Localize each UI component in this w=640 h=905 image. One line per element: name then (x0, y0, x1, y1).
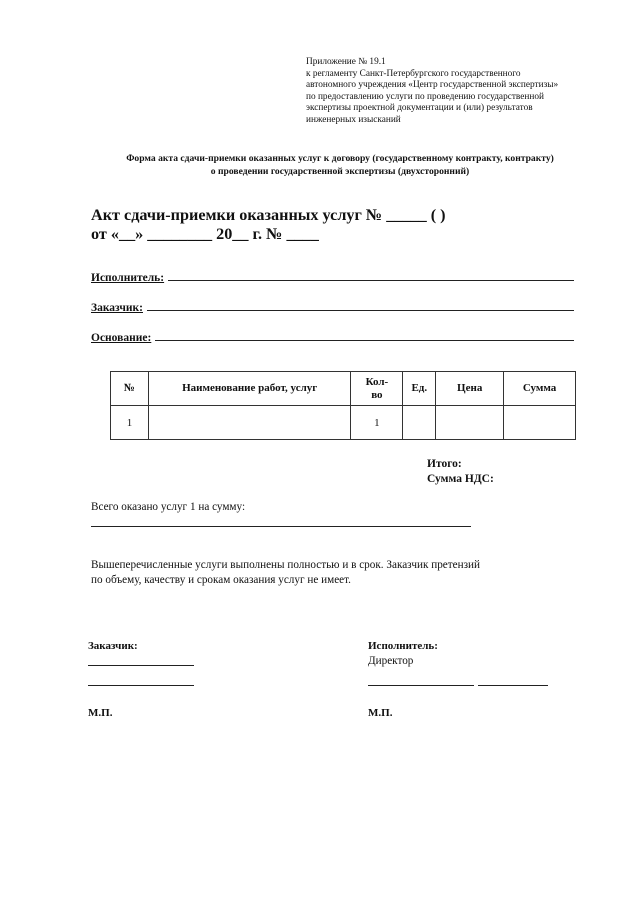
executor-position: Директор (368, 655, 414, 667)
customer-signature-line-2 (88, 685, 194, 686)
summary-text: Всего оказано услуг 1 на сумму: (91, 501, 246, 513)
header-qty-part1: Кол- (365, 375, 389, 388)
act-number-line: Акт сдачи-приемки оказанных услуг № _____ ( ) (91, 206, 446, 224)
executor-signature-line (368, 685, 474, 686)
form-title-line-2: о проведении государственной экспертизы (двухсторонний) (210, 165, 470, 177)
executor-stamp: М.П. (368, 707, 393, 719)
total-label: Итого: (427, 458, 462, 470)
appendix-line: экспертизы проектной документации и (или) результатов (306, 103, 533, 114)
totals-block (427, 457, 494, 487)
vat-label: Сумма НДС: (427, 473, 494, 485)
basis-label: Основание: (91, 332, 152, 344)
executor-field (91, 268, 574, 284)
customer-signature-label: Заказчик: (88, 640, 138, 652)
act-date-line: от «__» ________ 20__ г. № ____ (91, 225, 319, 243)
appendix-line: инженерных изысканий (306, 114, 401, 125)
customer-field (91, 298, 574, 314)
cell-price (436, 406, 504, 440)
basis-field (91, 328, 574, 344)
customer-blank-line (147, 309, 574, 311)
appendix-line: по предоставлению услуги по проведению государственной (306, 91, 544, 102)
services-table (110, 371, 576, 440)
header-unit: Ед. (403, 372, 436, 406)
cell-sum (504, 406, 576, 440)
form-title-line-1: Форма акта сдачи-приемки оказанных услуг к договору (государственному контракту, контракту) (126, 153, 554, 164)
cell-name (148, 406, 351, 440)
customer-stamp: М.П. (88, 707, 113, 719)
executor-blank-line (168, 279, 574, 281)
customer-signature-line-1 (88, 665, 194, 666)
statement-line-2: по объему, качеству и срокам оказания услуг не имеет. (91, 574, 351, 586)
header-num: № (111, 372, 149, 406)
form-title (60, 153, 620, 178)
appendix-line: Приложение № 19.1 (306, 57, 386, 67)
basis-blank-line (155, 339, 574, 341)
table-header-row (111, 372, 576, 406)
header-qty (351, 372, 403, 406)
header-price: Цена (436, 372, 504, 406)
executor-name-line (478, 685, 548, 686)
table-row (111, 406, 576, 440)
executor-signature-label: Исполнитель: (368, 640, 438, 652)
cell-num: 1 (111, 406, 149, 440)
executor-label: Исполнитель: (91, 272, 165, 284)
appendix-line: к регламенту Санкт-Петербургского государственного (306, 68, 521, 79)
customer-label: Заказчик: (91, 302, 143, 314)
statement-line-1: Вышеперечисленные услуги выполнены полностью и в срок. Заказчик претензий (91, 559, 481, 571)
header-name: Наименование работ, услуг (148, 372, 351, 406)
cell-unit (403, 406, 436, 440)
appendix-line: автономного учреждения «Центр государственной экспертизы» (306, 80, 559, 91)
statement-text (91, 558, 480, 588)
summary-blank-line (91, 526, 471, 527)
act-title (91, 206, 446, 244)
header-qty-part2: во (371, 388, 383, 401)
header-sum: Сумма (504, 372, 576, 406)
cell-qty: 1 (351, 406, 403, 440)
appendix-note (306, 57, 606, 127)
